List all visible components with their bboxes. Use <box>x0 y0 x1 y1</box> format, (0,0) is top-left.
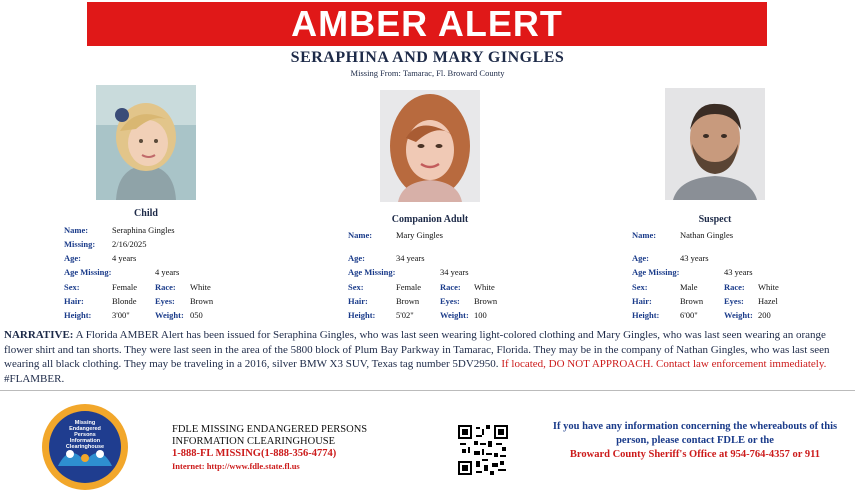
child-age-missing-label: Age Missing: <box>64 267 112 277</box>
logo-text-1: Missing <box>74 420 96 426</box>
companion-age-missing-value: 34 years <box>440 267 469 277</box>
suspect-height-label: Height: <box>632 310 660 320</box>
companion-role-label: Companion Adult <box>391 214 469 225</box>
missing-names-heading: SERAPHINA AND MARY GINGLES <box>290 49 565 66</box>
suspect-sex-value: Male <box>680 282 698 292</box>
website-link[interactable]: Internet: http://www.fdle.state.fl.us <box>172 461 300 471</box>
suspect-name-value: Nathan Gingles <box>680 230 734 240</box>
companion-hair-label: Hair: <box>348 296 368 306</box>
narrative-body: A Florida AMBER Alert has been issued for Seraphina Gingles, who was last seen wearing light-colored clothing and Mary Gingles, who was last seen wearing an orange flower shirt and tan shorts. They were last seen in the area of the 5800 block of Plum Bay Parkway in Tamarac, Florida. They may be in the company of Nathan Gingles, who was last seen wearing all black clothing. They may be traveling in a 2016, silver BMW X3 SUV, Texas tag number 5DV2950. <box>4 329 830 370</box>
companion-height-value: 5'02" <box>396 310 414 320</box>
suspect-hair-value: Brown <box>680 296 704 306</box>
child-hair-value: Blonde <box>112 296 137 306</box>
contact-line-3: Broward County Sheriff's Office at 954-764-4357 or 911 <box>569 449 821 460</box>
logo-text-3: Persons <box>74 432 96 438</box>
missing-from-location: Missing From: Tamarac, Fl. Broward County <box>350 68 505 78</box>
child-name-label: Name: <box>64 225 89 235</box>
child-role-label: Child <box>134 208 158 219</box>
child-missing-value: 2/16/2025 <box>112 239 147 249</box>
companion-name-label: Name: <box>348 230 373 240</box>
child-weight-value: 050 <box>190 310 203 320</box>
companion-weight-label: Weight: <box>440 310 469 320</box>
suspect-weight-value: 200 <box>758 310 771 320</box>
companion-sex-label: Sex: <box>348 282 364 292</box>
narrative-text <box>4 328 850 386</box>
suspect-eyes-value: Hazel <box>758 296 778 306</box>
suspect-weight-label: Weight: <box>724 310 753 320</box>
clearinghouse-logo <box>40 402 130 492</box>
companion-height-label: Height: <box>348 310 376 320</box>
clearinghouse-info <box>172 424 367 472</box>
companion-race-value: White <box>474 282 495 292</box>
companion-age-missing-label: Age Missing: <box>348 267 396 277</box>
child-missing-label: Missing: <box>64 239 96 249</box>
suspect-hair-label: Hair: <box>632 296 652 306</box>
companion-weight-value: 100 <box>474 310 487 320</box>
logo-text-2: Endangered <box>69 426 101 432</box>
companion-age-label: Age: <box>348 253 365 263</box>
child-age-label: Age: <box>64 253 81 263</box>
suspect-age-label: Age: <box>632 253 649 263</box>
child-height-label: Height: <box>64 310 92 320</box>
companion-adult-photo <box>380 90 480 202</box>
companion-eyes-value: Brown <box>474 296 498 306</box>
narrative-hashtag: #FLAMBER. <box>4 372 65 385</box>
companion-sex-value: Female <box>396 282 422 292</box>
child-height-value: 3'00" <box>112 310 130 320</box>
child-hair-label: Hair: <box>64 296 84 306</box>
amber-alert-banner: AMBER ALERT <box>87 2 767 46</box>
suspect-name-label: Name: <box>632 230 657 240</box>
child-sex-value: Female <box>112 282 138 292</box>
suspect-role-label: Suspect <box>698 214 732 225</box>
child-sex-label: Sex: <box>64 282 80 292</box>
companion-age-value: 34 years <box>396 253 425 263</box>
child-age-value: 4 years <box>112 253 137 263</box>
logo-text-5: Clearinghouse <box>65 444 105 450</box>
narrative-label: NARRATIVE: <box>4 329 74 341</box>
suspect-sex-label: Sex: <box>632 282 648 292</box>
companion-race-label: Race: <box>440 282 461 292</box>
child-photo <box>96 85 196 200</box>
suspect-race-value: White <box>758 282 779 292</box>
child-eyes-label: Eyes: <box>155 296 175 306</box>
logo-text-4: Information <box>69 438 101 444</box>
hotline-number: 1-888-FL MISSING(1-888-356-4774) <box>172 448 337 459</box>
companion-eyes-label: Eyes: <box>440 296 460 306</box>
narrative-warning: If located, DO NOT APPROACH. Contact law enforcement immediately. <box>501 358 827 370</box>
suspect-height-value: 6'00" <box>680 310 698 320</box>
footer-divider <box>0 390 855 391</box>
qr-code <box>458 425 508 475</box>
contact-info <box>540 420 850 462</box>
suspect-age-value: 43 years <box>680 253 709 263</box>
org-name-line1: FDLE MISSING ENDANGERED PERSONS <box>172 424 368 435</box>
child-weight-label: Weight: <box>155 310 184 320</box>
child-name-value: Seraphina Gingles <box>112 225 175 235</box>
contact-line-2: person, please contact FDLE or the <box>616 435 774 446</box>
child-race-label: Race: <box>155 282 176 292</box>
child-race-value: White <box>190 282 211 292</box>
child-age-missing-value: 4 years <box>155 267 180 277</box>
companion-hair-value: Brown <box>396 296 420 306</box>
suspect-eyes-label: Eyes: <box>724 296 744 306</box>
org-name-line2: INFORMATION CLEARINGHOUSE <box>172 436 336 447</box>
suspect-photo <box>665 88 765 200</box>
contact-line-1: If you have any information concerning the whereabouts of this <box>552 421 838 432</box>
suspect-race-label: Race: <box>724 282 745 292</box>
suspect-age-missing-label: Age Missing: <box>632 267 680 277</box>
companion-name-value: Mary Gingles <box>396 230 443 240</box>
suspect-age-missing-value: 43 years <box>724 267 753 277</box>
child-eyes-value: Brown <box>190 296 214 306</box>
